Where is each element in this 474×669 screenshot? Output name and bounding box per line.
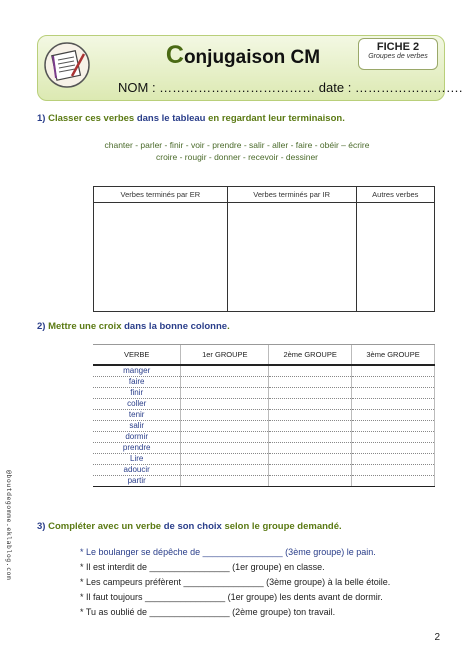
answer-cell-other[interactable] (356, 203, 434, 312)
table-row (93, 420, 435, 431)
verb-cell: partir (93, 475, 181, 486)
group1-cell[interactable] (181, 409, 269, 420)
col-header-ir: Verbes terminés par IR (227, 187, 356, 203)
verb-cell: coller (93, 398, 181, 409)
page-number: 2 (434, 632, 440, 643)
table-row (93, 398, 435, 409)
group1-cell[interactable] (181, 420, 269, 431)
sentence-list (80, 545, 390, 620)
sentence-item[interactable]: * Il faut toujours ________________ (1er groupe) les dents avant de dormir. (80, 592, 383, 602)
verb-cell: faire (93, 376, 181, 387)
answer-cell-er[interactable] (94, 203, 228, 312)
group2-cell[interactable] (269, 409, 352, 420)
group3-cell[interactable] (352, 431, 435, 442)
col-header-group1: 1er GROUPE (181, 345, 269, 365)
verb-cell: adoucir (93, 464, 181, 475)
verb-cell: manger (93, 365, 181, 377)
group3-cell[interactable] (352, 376, 435, 387)
sentence-item[interactable]: * Les campeurs préfèrent ________________ (3ème groupe) à la belle étoile. (80, 577, 391, 587)
table-row (93, 442, 435, 453)
name-date-line: NOM : ……………………………… date : ……………………. (118, 80, 463, 95)
group3-cell[interactable] (352, 453, 435, 464)
section1-heading: 1) Classer ces verbes dans le tableau en regardant leur terminaison. (37, 113, 345, 124)
group2-cell[interactable] (269, 464, 352, 475)
group1-cell[interactable] (181, 376, 269, 387)
verb-rows (93, 365, 435, 487)
section3-heading: 3) Compléter avec un verbe de son choix selon le groupe demandé. (37, 521, 342, 532)
group1-cell[interactable] (181, 387, 269, 398)
fiche-badge (358, 38, 438, 70)
sentence-item[interactable]: * Tu as oublié de ________________ (2ème groupe) ton travail. (80, 607, 336, 617)
fiche-number: FICHE 2 (376, 41, 420, 53)
verb-cell: dormir (93, 431, 181, 442)
verb-list (0, 139, 474, 163)
group1-cell[interactable] (181, 398, 269, 409)
page-title: Conjugaison CM (165, 41, 321, 69)
group3-cell[interactable] (352, 420, 435, 431)
sentence-item[interactable]: * Le boulanger se dépêche de ________________ (3ème groupe) le pain. (80, 547, 376, 557)
table-row (93, 464, 435, 475)
group3-cell[interactable] (352, 442, 435, 453)
group2-cell[interactable] (269, 475, 352, 486)
answer-cell-ir[interactable] (227, 203, 356, 312)
group3-cell[interactable] (352, 475, 435, 486)
group2-cell[interactable] (269, 398, 352, 409)
table-row (93, 453, 435, 464)
group2-cell[interactable] (269, 431, 352, 442)
col-header-other: Autres verbes (356, 187, 434, 203)
table-row (93, 376, 435, 387)
table-row (93, 431, 435, 442)
group3-cell[interactable] (352, 464, 435, 475)
groups-table (93, 344, 435, 487)
group1-cell[interactable] (181, 365, 269, 377)
col-header-verbe: VERBE (93, 345, 181, 365)
group2-cell[interactable] (269, 420, 352, 431)
sentence-item[interactable]: * Il est interdit de ________________ (1er groupe) en classe. (80, 562, 325, 572)
verb-cell: prendre (93, 442, 181, 453)
group2-cell[interactable] (269, 376, 352, 387)
verb-cell: Lire (93, 453, 181, 464)
section2-heading: 2) Mettre une croix dans la bonne colonne. (37, 321, 230, 332)
fiche-subtitle: Groupes de verbes (368, 53, 428, 60)
group1-cell[interactable] (181, 431, 269, 442)
group2-cell[interactable] (269, 365, 352, 377)
col-header-group3: 3ème GROUPE (352, 345, 435, 365)
verb-cell: finir (93, 387, 181, 398)
group1-cell[interactable] (181, 442, 269, 453)
group2-cell[interactable] (269, 442, 352, 453)
table-row (93, 387, 435, 398)
group1-cell[interactable] (181, 475, 269, 486)
group3-cell[interactable] (352, 365, 435, 377)
table-row (93, 475, 435, 486)
group2-cell[interactable] (269, 387, 352, 398)
group2-cell[interactable] (269, 453, 352, 464)
group3-cell[interactable] (352, 409, 435, 420)
verb-list-line: chanter - parler - finir - voir - prendre - salir - aller - faire - obéir – écrire (104, 140, 370, 150)
group3-cell[interactable] (352, 387, 435, 398)
col-header-er: Verbes terminés par ER (94, 187, 228, 203)
group3-cell[interactable] (352, 398, 435, 409)
col-header-group2: 2ème GROUPE (269, 345, 352, 365)
table-row (93, 409, 435, 420)
header-banner (37, 35, 463, 101)
verb-list-line: croire - rougir - donner - recevoir - dessiner (155, 152, 319, 162)
notebook-icon (44, 42, 90, 88)
table-row (93, 365, 435, 377)
verb-cell: tenir (93, 409, 181, 420)
side-url: @boutdegomme.eklablog.com (5, 470, 13, 581)
classification-table (93, 186, 435, 312)
group1-cell[interactable] (181, 453, 269, 464)
verb-cell: salir (93, 420, 181, 431)
group1-cell[interactable] (181, 464, 269, 475)
